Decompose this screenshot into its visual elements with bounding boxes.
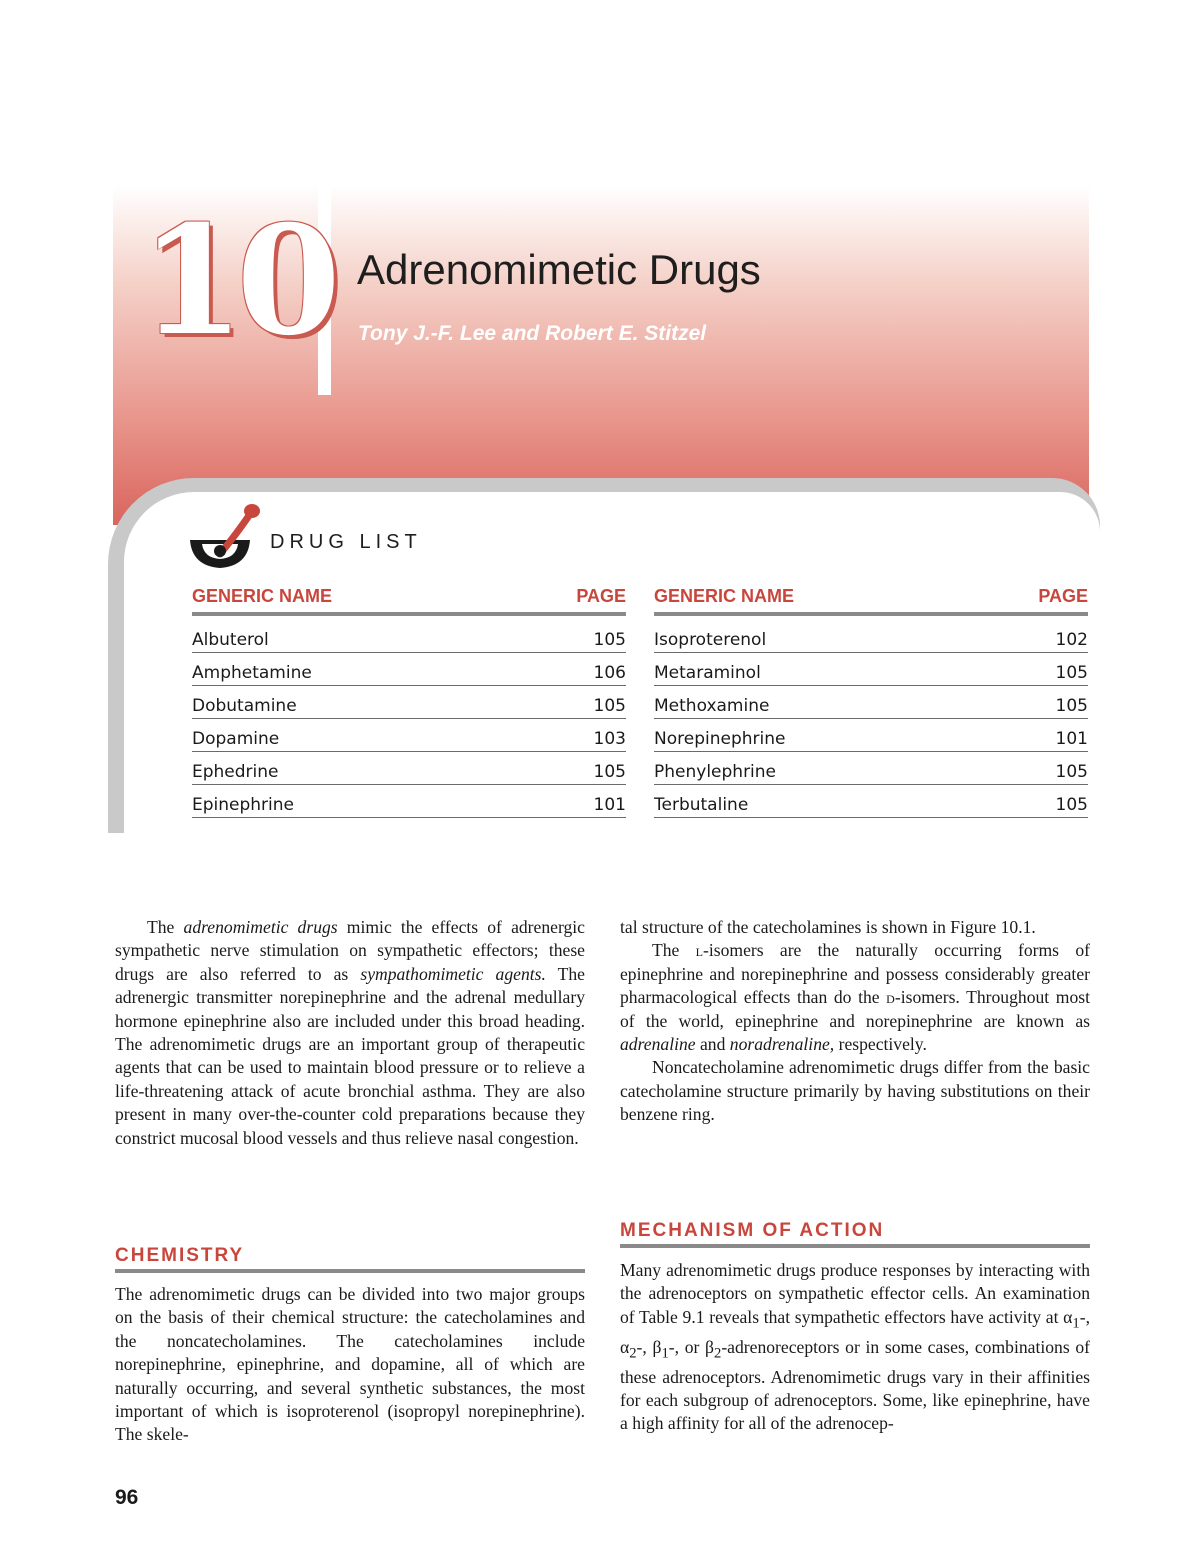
text-run: respectively. bbox=[834, 1034, 927, 1055]
italic-term: noradrenaline, bbox=[729, 1034, 835, 1055]
subscript: 1 bbox=[1072, 1315, 1080, 1332]
table-row bbox=[192, 785, 626, 818]
intro-paragraph bbox=[115, 916, 585, 1150]
section-heading-mechanism: MECHANISM OF ACTION bbox=[620, 1220, 885, 1241]
text-run: and bbox=[695, 1034, 730, 1055]
table-row bbox=[192, 653, 626, 686]
text-run: The bbox=[147, 917, 184, 937]
table-row bbox=[654, 686, 1088, 719]
section-heading-chemistry: CHEMISTRY bbox=[115, 1245, 245, 1266]
drug-page: 105 bbox=[974, 653, 1088, 686]
drug-page: 105 bbox=[512, 686, 626, 719]
section-rule bbox=[115, 1269, 585, 1273]
drug-name: Dopamine bbox=[192, 719, 512, 752]
body-column-right-bottom bbox=[620, 1259, 1090, 1436]
text-run: Many adrenomimetic drugs produce responses by interacting with the adrenoceptors on sympathetic effector cells. An examination of Table 9.1 reveals that sympathetic effectors have activity at α bbox=[620, 1260, 1090, 1327]
drug-name: Ephedrine bbox=[192, 752, 512, 785]
chapter-authors: Tony J.-F. Lee and Robert E. Stitzel bbox=[358, 322, 707, 345]
drug-name: Norepinephrine bbox=[654, 719, 974, 752]
chapter-title: Adrenomimetic Drugs bbox=[357, 246, 761, 293]
column-header-page: PAGE bbox=[512, 583, 626, 614]
drug-name: Dobutamine bbox=[192, 686, 512, 719]
table-row bbox=[654, 752, 1088, 785]
mortar-and-pestle-icon bbox=[188, 502, 268, 574]
drug-name: Metaraminol bbox=[654, 653, 974, 686]
small-caps-letter: d bbox=[886, 987, 895, 1008]
text-run: -isomers. Throughout most of the world, epinephrine and norepinephrine are known as bbox=[620, 987, 1090, 1031]
drug-name: Terbutaline bbox=[654, 785, 974, 818]
table-row bbox=[192, 719, 626, 752]
body-column-left-bottom bbox=[115, 1283, 585, 1447]
text-run: The adrenergic transmitter norepinephrine and the adrenal medullary hormone epinephrine also are included under this broad heading. The adrenomimetic drugs are an important group of therapeutic agents that can be used to maintain blood pressure or to relieve a life-threatening attack of acute bronchial asthma. They are also present in many over-the-counter cold preparations because they constrict mucosal blood vessels and thus relieve nasal congestion. bbox=[115, 963, 585, 1148]
drug-table-right bbox=[654, 583, 1088, 818]
mechanism-paragraph bbox=[620, 1259, 1090, 1436]
drug-page: 101 bbox=[512, 785, 626, 818]
drug-page: 105 bbox=[974, 686, 1088, 719]
isomers-paragraph bbox=[620, 939, 1090, 1056]
text-run: The bbox=[652, 940, 696, 961]
continued-paragraph: tal structure of the catecholamines is shown in Figure 10.1. bbox=[620, 917, 1036, 937]
chemistry-paragraph: The adrenomimetic drugs can be divided into two major groups on the basis of their chemical structure: the catecholamines and the noncatecholamines. The catecholamines include norepinephrine, epinephrine, and dopamine, all of which are naturally occurring, and several synthetic substances, the most important of which is isoproterenol (isopropyl norepinephrine). The skele- bbox=[115, 1284, 585, 1445]
column-header-page: PAGE bbox=[974, 583, 1088, 614]
column-header-generic-name: GENERIC NAME bbox=[192, 583, 512, 614]
drug-name: Phenylephrine bbox=[654, 752, 974, 785]
text-run: -, or β bbox=[668, 1336, 714, 1357]
drug-name: Epinephrine bbox=[192, 785, 512, 818]
drug-table-left bbox=[192, 583, 626, 818]
italic-term: sympathomimetic agents. bbox=[360, 963, 546, 984]
column-header-generic-name: GENERIC NAME bbox=[654, 583, 974, 614]
text-run: -, α bbox=[620, 1306, 1090, 1357]
chapter-number: 10 bbox=[140, 193, 333, 369]
section-rule bbox=[620, 1244, 1090, 1248]
subscript: 2 bbox=[713, 1345, 722, 1362]
body-column-left-top bbox=[115, 916, 585, 1150]
drug-page: 105 bbox=[512, 752, 626, 785]
text-run: -, β bbox=[636, 1336, 662, 1357]
body-column-right-top bbox=[620, 916, 1090, 1127]
noncatecholamine-paragraph: Noncatecholamine adrenomimetic drugs differ from the basic catecholamine structure primarily by having substitutions on their benzene ring. bbox=[620, 1057, 1090, 1125]
drug-name: Methoxamine bbox=[654, 686, 974, 719]
drug-page: 103 bbox=[512, 719, 626, 752]
table-row bbox=[192, 686, 626, 719]
drug-name: Isoproterenol bbox=[654, 614, 974, 653]
drug-page: 106 bbox=[512, 653, 626, 686]
italic-term: adrenaline bbox=[620, 1034, 696, 1055]
table-row bbox=[654, 614, 1088, 653]
drug-list-heading: DRUG LIST bbox=[270, 531, 422, 553]
drug-name: Albuterol bbox=[192, 614, 512, 653]
table-row bbox=[654, 653, 1088, 686]
drug-name: Amphetamine bbox=[192, 653, 512, 686]
table-row bbox=[654, 785, 1088, 818]
table-row bbox=[192, 614, 626, 653]
table-row bbox=[654, 719, 1088, 752]
drug-page: 102 bbox=[974, 614, 1088, 653]
drug-page: 101 bbox=[974, 719, 1088, 752]
text-run: mimic the effects of adrenergic sympathetic nerve stimulation on sympathetic effectors; these drugs are also referred to as bbox=[115, 917, 585, 984]
text-run: -isomers are the naturally occurring forms of epinephrine and norepinephrine and possess considerably greater pharmacological effects than do the bbox=[620, 940, 1090, 1008]
drug-page: 105 bbox=[512, 614, 626, 653]
text-run: -adrenoreceptors or in some cases, combinations of these adrenoceptors. Adrenomimetic drugs vary in their affinities for each subgroup of adrenoceptors. Some, like epinephrine, have a high affinity for all of the adrenocep- bbox=[620, 1336, 1090, 1434]
subscript: 1 bbox=[661, 1345, 669, 1362]
drug-page: 105 bbox=[974, 785, 1088, 818]
italic-term: adrenomimetic drugs bbox=[183, 917, 338, 937]
drug-page: 105 bbox=[974, 752, 1088, 785]
table-row bbox=[192, 752, 626, 785]
page-number: 96 bbox=[115, 1486, 139, 1509]
small-caps-letter: l bbox=[695, 940, 703, 961]
subscript: 2 bbox=[629, 1345, 637, 1362]
